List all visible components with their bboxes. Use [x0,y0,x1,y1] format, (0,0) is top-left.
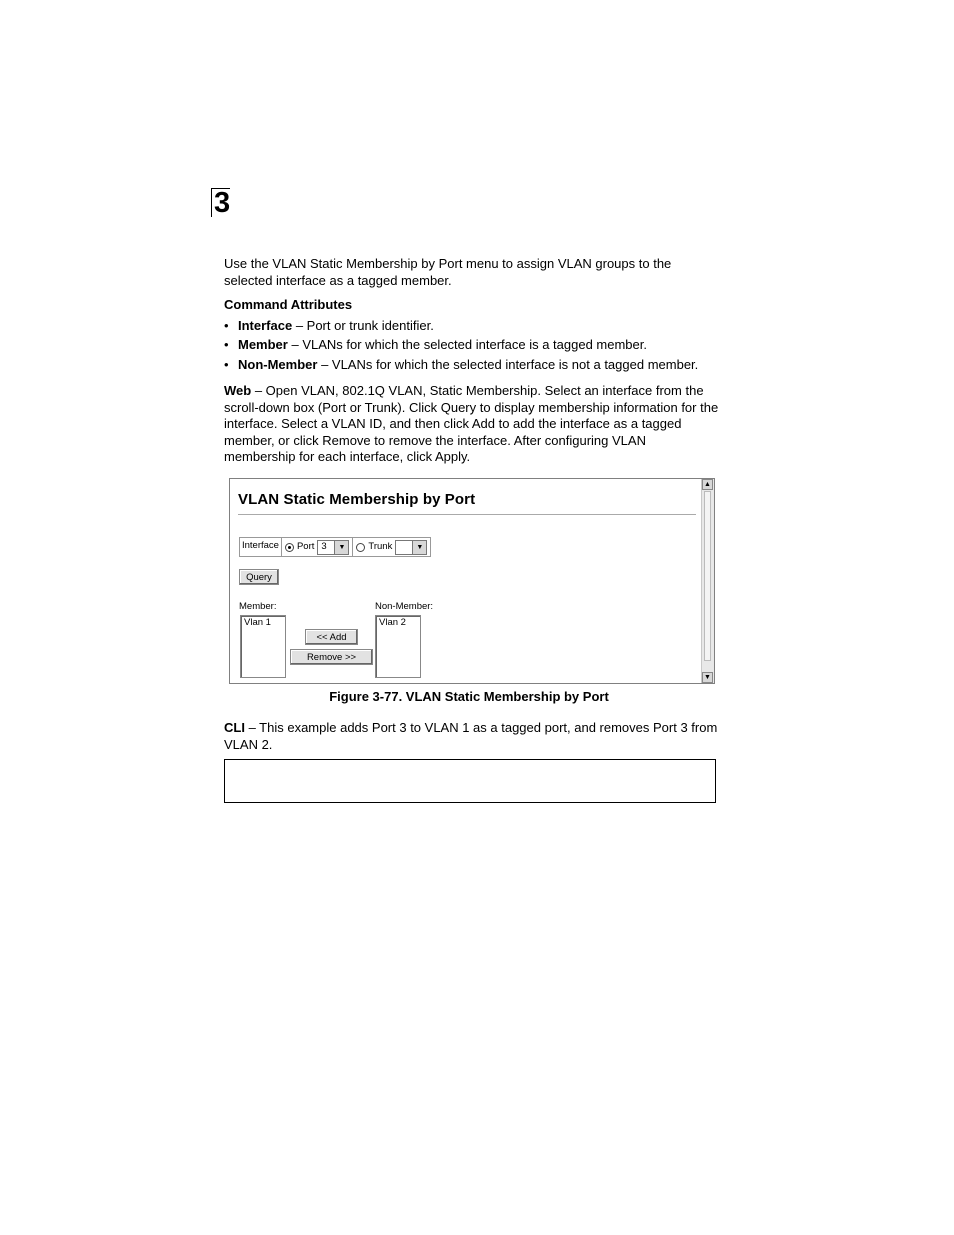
attribute-term: Interface [238,317,293,333]
cli-paragraph [224,720,719,753]
trunk-select[interactable] [395,540,427,555]
bullet-icon: • [224,317,229,333]
attribute-desc: – VLANs for which the selected interface is not a tagged member. [317,356,699,372]
member-label: Member: [239,601,277,612]
member-listbox[interactable] [240,615,286,678]
chevron-down-icon[interactable]: ▼ [412,541,426,554]
scroll-thumb[interactable] [704,491,711,661]
list-item [224,337,719,354]
screenshot-figure [229,478,715,684]
title-divider [238,514,696,515]
trunk-radio[interactable] [356,543,365,552]
web-term: Web [224,383,252,398]
nonmember-listbox[interactable] [375,615,421,678]
remove-button[interactable]: Remove >> [290,649,373,665]
list-item[interactable]: Vlan 2 [379,617,406,628]
cli-term: CLI [224,720,245,735]
chapter-number: 3 [211,188,230,217]
attribute-term: Member [238,337,288,352]
attributes-list [224,318,719,374]
add-button[interactable]: << Add [305,629,358,645]
scroll-down-icon[interactable]: ▼ [702,672,713,683]
cli-desc: – This example adds Port 3 to VLAN 1 as a tagged port, and removes Port 3 from VLAN 2. [224,720,718,752]
attribute-desc: – VLANs for which the selected interface is a tagged member. [287,337,647,352]
chevron-down-icon[interactable]: ▼ [334,541,348,554]
port-radio[interactable] [285,543,294,552]
web-paragraph [224,383,719,466]
cli-code-box [224,759,716,803]
port-option[interactable] [282,538,353,556]
body-content [224,256,719,466]
vertical-scrollbar[interactable] [701,479,714,683]
trunk-label: Trunk [368,541,393,552]
interface-label: Interface [240,538,282,556]
screenshot-page [230,479,702,683]
bullet-icon: • [224,337,229,352]
figure-caption: Figure 3-77. VLAN Static Membership by Port [329,689,609,704]
interface-selector [239,537,431,557]
intro-paragraph: Use the VLAN Static Membership by Port menu to assign VLAN groups to the selected interface as a tagged member. [224,256,672,288]
screenshot-title: VLAN Static Membership by Port [238,491,476,508]
port-select[interactable] [317,540,349,555]
nonmember-label: Non-Member: [375,601,434,612]
port-select-value: 3 [321,541,327,552]
attribute-term: Non-Member [238,356,318,372]
list-item [224,357,719,374]
web-desc: – Open VLAN, 802.1Q VLAN, Static Membership. Select an interface from the scroll-down box (Port or Trunk). Click Query to display membership information for the interface. Select a VLAN ID, and then click Add to add the interface as a tagged member, or click Remove to remove the interface. After configuring VLAN membership for each interface, click Apply. [224,383,719,464]
query-button[interactable]: Query [239,569,279,585]
attributes-heading: Command Attributes [224,297,353,312]
port-label: Port [296,541,315,552]
attribute-desc: – Port or trunk identifier. [292,317,434,333]
bullet-icon: • [224,356,229,372]
list-item[interactable]: Vlan 1 [244,617,271,628]
list-item [224,318,719,335]
trunk-option[interactable] [353,538,430,556]
scroll-up-icon[interactable]: ▲ [702,479,713,490]
